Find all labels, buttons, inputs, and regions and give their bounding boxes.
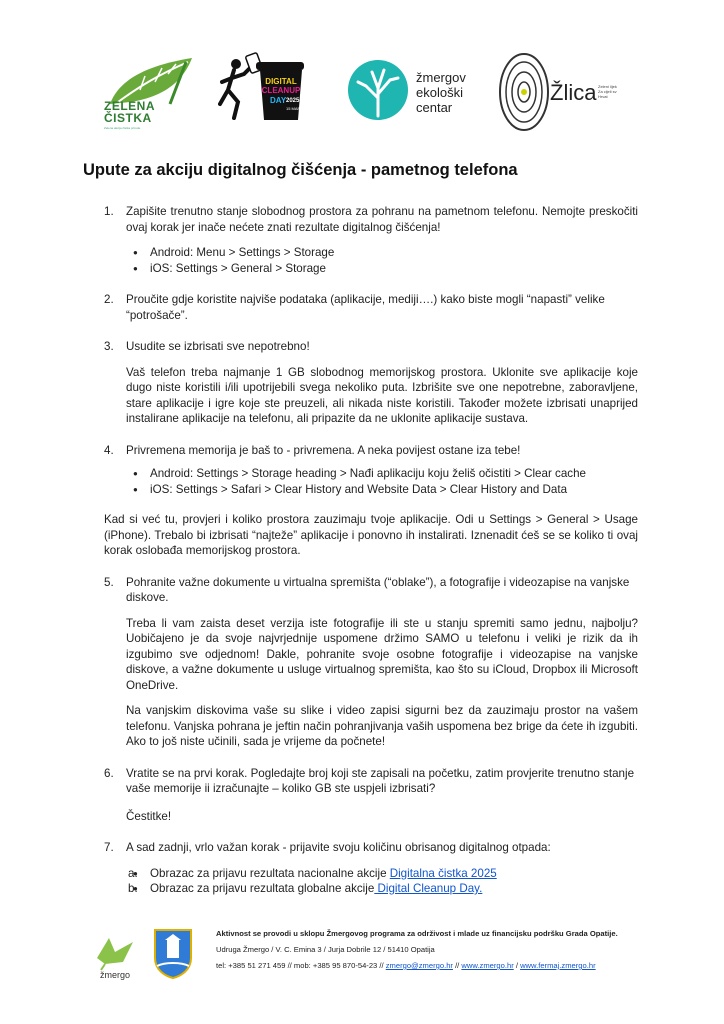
step-text: A sad zadnji, vrlo važan korak - prijavite svoju količinu obrisanog digitalnog otpada: (126, 841, 551, 854)
separator: // (452, 961, 462, 970)
bullet-item: ● Android: Menu > Settings > Storage (126, 245, 638, 261)
step-number: 4. (104, 443, 114, 457)
step-2 (104, 292, 638, 323)
report-form-item (126, 866, 638, 882)
opatija-coat-of-arms-icon (153, 928, 193, 980)
step-paragraph: Vaš telefon treba najmanje 1 GB slobodnog memorijskog prostora. Uklonite sve aplikacije koje dugo niste koristili i/ili upotrijebili svega nekoliko puta. Izbrišite sve one nepotrebne, zaboravljene, stare aplikacije i igre koje ste preuzeli, ali nikada niste koristili. Također možete izbrisati unaprijed instalirane aplikacije na telefonu, ali pripazite da ne uklonite aplikacije sustava. (126, 365, 638, 425)
step-paragraph: Treba li vam zaista deset verzija iste fotografije ili ste u stanju spremiti samo jednu, najbolju? Uobičajeno je da svoje najvrjednije uspomene držimo SAMO u telefonu i veliki je rizik da ih izgubimo sve odjednom! Dakle, pohranite svoje osobne fotografije i videozapise na vanjske diskove, a važne dokumente u usluge virtualnog spremišta, kao što su iCloud, Dropbox ili Microsoft OneDrive. (126, 616, 638, 692)
runner-icon (220, 59, 252, 118)
footer (93, 928, 653, 988)
zelena-line1: ZELENA (104, 99, 155, 113)
digital-cleanup-day-link[interactable]: Digital Cleanup Day. (374, 882, 483, 895)
step-4-paragraph: Kad si već tu, provjeri i koliko prostora zauzimaju tvoje aplikacije. Odi u Settings > General > Usage (iPhone). Trebalo bi izbrisati “najteže” aplikacije i ponovno ih instalirati. Iznenadit ćeš se se koliko ti ovaj korak oslobađa memorijskog prostora. (104, 513, 638, 557)
step-number: 1. (104, 205, 114, 218)
step-number: 5. (104, 575, 114, 589)
web-link-zmergo[interactable]: www.zmergo.hr (461, 961, 514, 970)
item-text: Obrazac za prijavu rezultata nacionalne akcije (150, 866, 390, 880)
step-5 (104, 575, 638, 750)
contact-phones: tel: +385 51 271 459 // mob: +385 95 870-54-23 // (216, 961, 386, 970)
step-text: Vratite se na prvi korak. Pogledajte broj koji ste zapisali na početku, zatim provjerite trenutno stanje vaše memorije ii izračunajte – koliko GB ste uspjeli izbrisati? (126, 766, 635, 795)
email-link[interactable]: zmergo@zmergo.hr (385, 961, 453, 970)
zlica-tagline: Zeleni lijek Za cijeli sv Hrvat (598, 84, 617, 99)
zelena-tagline: Zelena akcija čistka prirode (104, 126, 141, 130)
zmergo-logo (93, 932, 137, 982)
zelena-line2: ČISTKA (104, 111, 152, 125)
footer-contact (216, 960, 656, 971)
footer-address: Udruga Žmergo / V. C. Emina 3 / Jurja Dobrile 12 / 51410 Opatija (216, 945, 435, 954)
page-title: Upute za akciju digitalnog čišćenja - pametnog telefona (83, 161, 518, 179)
report-form-item (126, 881, 638, 897)
dcd-line3: DAY (270, 96, 287, 105)
zmergov-ekoloski-centar-logo (346, 58, 496, 128)
step-number: 6. (104, 766, 114, 780)
bullet-item: ● iOS: Settings > General > Storage (126, 261, 638, 277)
step-7 (104, 840, 638, 897)
step-text: Privremena memorija je baš to - privremena. A neka povijest ostane iza tebe! (126, 443, 521, 457)
bullet-item: ● iOS: Settings > Safari > Clear History and Website Data > Clear History and Data (126, 482, 638, 498)
step-4 (104, 443, 638, 498)
zeko-line2: ekološki (416, 85, 463, 100)
step-text: Pohranite važne dokumente u virtualna spremišta (“oblake”), a fotografije i videozapise na vanjske diskove. (126, 575, 630, 604)
item-letter: ● b. (128, 882, 138, 895)
step-text: Usudite se izbrisati sve nepotrebno! (126, 340, 310, 353)
item-letter: ● a. (128, 866, 138, 880)
web-link-fermaj[interactable]: www.fermaj.zmergo.hr (520, 961, 596, 970)
step-number: 3. (104, 340, 114, 353)
step-3 (104, 339, 638, 427)
bullet-item: ● Android: Settings > Storage heading > Nađi aplikaciju koju želiš očistiti > Clear cache (126, 466, 638, 482)
dcd-line1: DIGITAL (265, 77, 297, 86)
dcd-date: 15 MAR (286, 106, 301, 111)
step-text: Proučite gdje koristite najviše podataka (aplikacije, mediji….) kako biste mogli “napasti” velike “potrošače”. (126, 293, 605, 322)
step-text: Zapišite trenutno stanje slobodnog prostora za pohranu na pametnom telefonu. Nemojte preskočiti ovaj korak jer inače nećete znati rezultate digitalnog čišćenja! (126, 205, 638, 234)
bullet-list (126, 245, 638, 276)
step-1 (104, 204, 638, 276)
step-number: 7. (104, 841, 114, 854)
zelena-cistka-logo (100, 56, 195, 131)
item-text: Obrazac za prijavu rezultata globalne akcije (150, 882, 375, 895)
dcd-year: 2025 (286, 98, 300, 104)
digital-cleanup-day-logo (218, 52, 310, 132)
tree-circle-icon (346, 58, 410, 122)
dcd-line2: CLEANUP (261, 86, 301, 95)
bullet-list (126, 466, 638, 497)
step-number: 2. (104, 293, 114, 306)
zeko-line3: centar (416, 100, 453, 115)
swirl-icon (498, 50, 552, 134)
separator: / (513, 961, 521, 970)
zlica-name: Žlica (550, 80, 597, 105)
footer-note: Aktivnost se provodi u sklopu Žmergovog programa za održivost i mlade uz financijsku podršku Grada Opatije. (216, 929, 618, 938)
logo-row (100, 50, 620, 140)
step-6 (104, 766, 638, 825)
instructions-list (104, 204, 638, 897)
zmergo-label: žmergo (99, 970, 131, 980)
zeko-line1: žmergov (416, 70, 466, 85)
zlica-logo (498, 50, 618, 134)
report-form-list (126, 866, 638, 897)
digitalna-cistka-link[interactable]: Digitalna čistka 2025 (389, 866, 497, 880)
congrats-text: Čestitke! (126, 809, 172, 823)
footer-text (216, 928, 656, 971)
step-paragraph-2: Na vanjskim diskovima vaše su slike i video zapisi sigurni bez da zauzimaju prostor na vašem telefonu. Vanjska pohrana je jeftin način pohranjivanja vaših uspomena bez brige da ćete ih izgubiti. Ako to još niste učinili, sada je vrijeme da počnete! (126, 704, 638, 748)
